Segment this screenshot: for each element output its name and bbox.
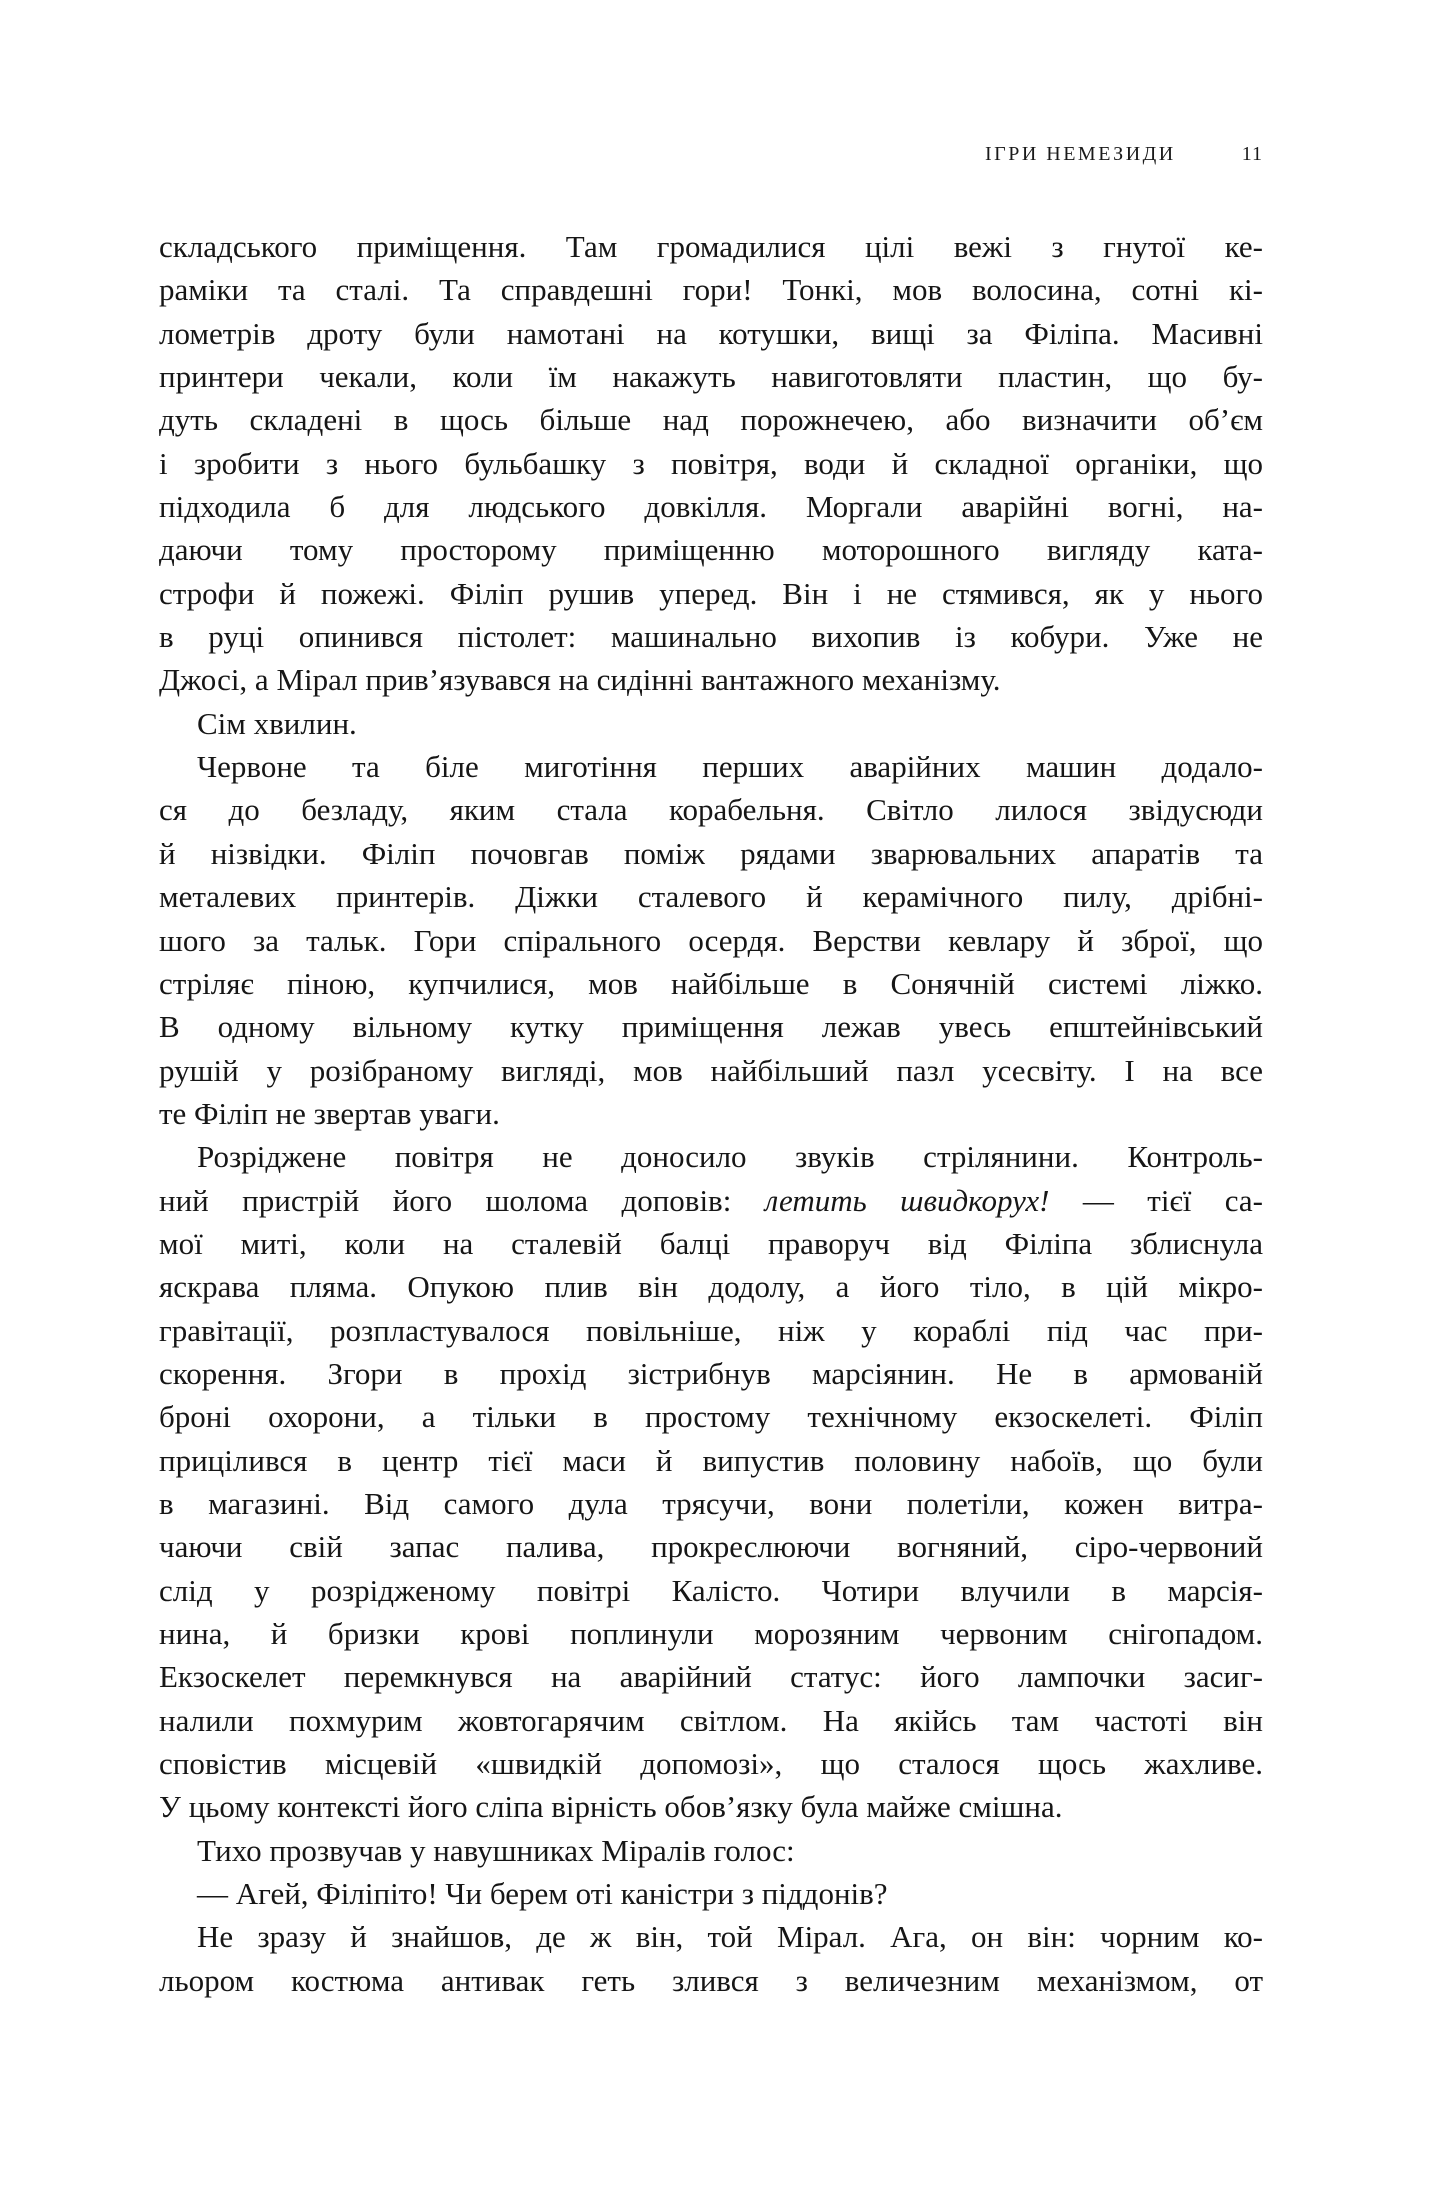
- italic-phrase: летить швидкорух!: [764, 1182, 1050, 1218]
- text-line: [159, 225, 1263, 268]
- text-segment: підходила б для людського довкілля. Моргали аварійні вогні, на-: [159, 489, 1263, 525]
- text-line: [159, 1309, 1263, 1352]
- text-segment: дуть складені в щось більше над порожнечею, або визначити об’єм: [159, 402, 1263, 438]
- text-line: [159, 1569, 1263, 1612]
- text-segment: В одному вільному кутку приміщення лежав увесь епштейнівський: [159, 1009, 1263, 1045]
- text-segment: строфи й пожежі. Філіп рушив уперед. Він і не стямився, як у нього: [159, 575, 1263, 611]
- text-segment: ний пристрій його шолома доповів:: [159, 1182, 765, 1218]
- text-line: [159, 355, 1263, 398]
- text-line: [159, 832, 1263, 875]
- text-line: [159, 398, 1263, 441]
- text-line: [159, 658, 1263, 701]
- text-line: [159, 1959, 1263, 2002]
- text-segment: шого за тальк. Гори спірального осердя. Верстви кевлару й зброї, що: [159, 922, 1263, 958]
- text-segment: і зробити з нього бульбашку з повітря, води й складної органіки, що: [159, 445, 1263, 481]
- text-line: [159, 615, 1263, 658]
- text-segment: даючи тому просторому приміщенню моторошного вигляду ката-: [159, 532, 1263, 568]
- text-line: [159, 1742, 1263, 1785]
- text-line: [159, 268, 1263, 311]
- text-segment: Тихо прозвучав у навушниках Міралів голос:: [197, 1832, 795, 1868]
- text-line: [159, 528, 1263, 571]
- text-line: [159, 312, 1263, 355]
- text-line: [159, 1265, 1263, 1308]
- text-segment: — Агей, Філіпіто! Чи берем оті каністри з піддонів?: [197, 1876, 888, 1912]
- text-line: [159, 442, 1263, 485]
- text-line: [159, 1829, 1263, 1872]
- text-line: [159, 1395, 1263, 1438]
- text-segment: налили похмурим жовтогарячим світлом. На якійсь там частоті він: [159, 1702, 1263, 1738]
- text-line: [159, 788, 1263, 831]
- text-segment: принтери чекали, коли їм накажуть навиготовляти пластин, що бу-: [159, 359, 1263, 395]
- text-segment: слід у розрідженому повітрі Калісто. Чотири влучили в марсія-: [159, 1572, 1263, 1608]
- text-segment: Джосі, а Мірал прив’язувався на сидінні вантажного механізму.: [159, 662, 1001, 698]
- running-head: [159, 142, 1263, 166]
- text-segment: льором костюма антивак геть злився з величезним механізмом, от: [159, 1962, 1263, 1998]
- page-number: 11: [1241, 143, 1263, 165]
- text-line: [159, 1525, 1263, 1568]
- text-segment: в руці опинився пістолет: машинально вихопив із кобури. Уже не: [159, 619, 1263, 655]
- text-line: [159, 1699, 1263, 1742]
- text-line: [159, 1135, 1263, 1178]
- text-line: [159, 1872, 1263, 1915]
- text-line: [159, 1612, 1263, 1655]
- text-segment: У цьому контексті його сліпа вірність обов’язку була майже смішна.: [159, 1789, 1063, 1825]
- text-segment: Екзоскелет перемкнувся на аварійний статус: його лампочки засиг-: [159, 1659, 1263, 1695]
- text-line: [159, 1092, 1263, 1135]
- text-segment: ся до безладу, яким стала корабельня. Світло лилося звідусюди: [159, 792, 1263, 828]
- text-segment: Не зразу й знайшов, де ж він, той Мірал. Ага, он він: чорним ко-: [197, 1919, 1263, 1955]
- text-line: [159, 1005, 1263, 1048]
- text-segment: Сім хвилин.: [197, 705, 357, 741]
- text-segment: й нізвідки. Філіп почовгав поміж рядами зварювальних апаратів та: [159, 835, 1263, 871]
- text-line: [159, 702, 1263, 745]
- text-segment: металевих принтерів. Діжки сталевого й керамічного пилу, дрібні-: [159, 879, 1263, 915]
- text-segment: скорення. Згори в прохід зістрибнув марсіянин. Не в армованій: [159, 1355, 1263, 1391]
- text-line: [159, 919, 1263, 962]
- text-segment: те Філіп не звертав уваги.: [159, 1095, 500, 1131]
- text-segment: стріляє піною, купчилися, мов найбільше в Сонячній системі ліжко.: [159, 965, 1263, 1001]
- text-segment: складського приміщення. Там громадилися цілі вежі з гнутої ке-: [159, 229, 1263, 264]
- text-segment: мої миті, коли на сталевій балці праворуч від Філіпа зблиснула: [159, 1225, 1263, 1261]
- text-line: [159, 1482, 1263, 1525]
- text-segment: гравітації, розпластувалося повільніше, ніж у кораблі під час при-: [159, 1312, 1263, 1348]
- text-segment: яскрава пляма. Опукою плив він додолу, а його тіло, в цій мікро-: [159, 1269, 1263, 1305]
- text-line: [159, 572, 1263, 615]
- text-segment: раміки та сталі. Та справдешні гори! Тонкі, мов волосина, сотні кі-: [159, 272, 1263, 308]
- text-line: [159, 1655, 1263, 1698]
- text-line: [159, 485, 1263, 528]
- text-line: [159, 1352, 1263, 1395]
- page-content: [159, 142, 1263, 2002]
- text-segment: Розріджене повітря не доносило звуків стрілянини. Контроль-: [197, 1139, 1263, 1175]
- text-segment: прицілився в центр тієї маси й випустив половину набоїв, що були: [159, 1442, 1263, 1478]
- text-segment: лометрів дроту були намотані на котушки, вищі за Філіпа. Масивні: [159, 315, 1263, 351]
- text-line: [159, 875, 1263, 918]
- page-text: [159, 225, 1263, 2002]
- text-segment: рушій у розібраному вигляді, мов найбільший пазл усесвіту. І на все: [159, 1052, 1263, 1088]
- text-line: [159, 1049, 1263, 1092]
- text-line: [159, 1439, 1263, 1482]
- text-line: [159, 1915, 1263, 1958]
- text-line: [159, 1785, 1263, 1828]
- text-segment: броні охорони, а тільки в простому технічному екзоскелеті. Філіп: [159, 1399, 1263, 1435]
- text-segment: Червоне та біле миготіння перших аварійних машин додало-: [197, 749, 1263, 785]
- text-segment: — тієї са-: [1049, 1182, 1263, 1218]
- text-line: [159, 1179, 1263, 1222]
- text-line: [159, 1222, 1263, 1265]
- text-line: [159, 962, 1263, 1005]
- running-head-title: ІГРИ НЕМЕЗИДИ: [984, 143, 1176, 165]
- text-segment: чаючи свій запас палива, прокреслюючи вогняний, сіро-червоний: [159, 1529, 1263, 1565]
- text-segment: сповістив місцевій «швидкій допомозі», що сталося щось жахливе.: [159, 1746, 1263, 1782]
- text-segment: нина, й бризки крові поплинули морозяним червоним снігопадом.: [159, 1616, 1263, 1651]
- text-line: [159, 745, 1263, 788]
- text-segment: в магазині. Від самого дула трясучи, вони полетіли, кожен витра-: [159, 1485, 1263, 1521]
